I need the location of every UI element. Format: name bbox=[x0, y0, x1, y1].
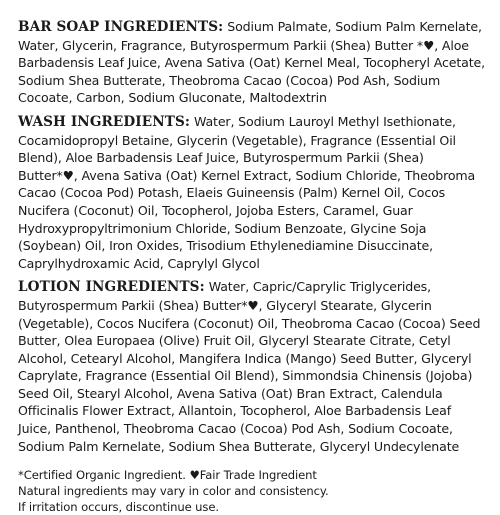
wash-heading: WASH INGREDIENTS: bbox=[18, 113, 190, 130]
bar-soap-ingredients: Sodium Palmate, Sodium Palm Kernelate, Water, Glycerin, Fragrance, Butyrospermum Parkii (Shea) Butter *♥, Aloe Barbadensis Leaf Juice, Avena Sativa (Oat) Kernel Meal, Tocopheryl Acetate, Sodium Shea Butterate, Theobroma Cacao (Cocoa) Pod Ash, Sodium Cocoate, Carbon, Sodium Gluconate, Maltodextrin bbox=[18, 19, 485, 106]
irritation-warning: If irritation occurs, discontinue use. bbox=[18, 500, 219, 515]
lotion-ingredients: Water, Capric/Caprylic Triglycerides, Butyrospermum Parkii (Shea) Butter*♥, Glyceryl Stearate, Glycerin (Vegetable), Cocos Nucifera (Coconut) Oil, Theobroma Cacao (Cocoa) Seed Butter, Olea Europaea (Olive) Fruit Oil, Glyceryl Stearate Citrate, Cetyl Alcohol, Cetearyl Alcohol, Mangifera Indica (Mango) Seed Butter, Glyceryl Caprylate, Fragrance (Essential Oil Blend), Simmondsia Chinensis (Jojoba) Seed Oil, Stearyl Alcohol, Avena Sativa (Oat) Bran Extract, Calendula Officinalis Flower Extract, Allantoin, Tocopherol, Aloe Barbadensis Leaf Juice, Panthenol, Theobroma Cacao (Cocoa) Pod Ash, Sodium Cocoate, Sodium Palm Kernelate, Sodium Shea Butterate, Glyceryl Undecylenate bbox=[18, 279, 481, 454]
wash-ingredients: Water, Sodium Lauroyl Methyl Isethionate, Cocamidopropyl Betaine, Glycerin (Vegetable), Fragrance (Essential Oil Blend), Aloe Barbadensis Leaf Juice, Butyrospermum Parkii (Shea) Butter*♥, Avena Sativa (Oat) Kernel Extract, Sodium Chloride, Theobroma Cacao (Cocoa Pod) Potash, Elaeis Guineensis (Palm) Kernel Oil, Cocos Nucifera (Coconut) Oil, Tocopherol, Jojoba Esters, Caramel, Guar Hydroxypropyltrimonium Chloride, Sodium Benzoate, Glycine Soja (Soybean) Oil, Iron Oxides, Trisodium Ethylenediamine Disuccinate, Caprylhydroxamic Acid, Caprylyl Glycol bbox=[18, 113, 476, 271]
lotion-section bbox=[18, 278, 486, 455]
wash-section bbox=[18, 113, 486, 272]
bar-soap-section bbox=[18, 18, 486, 107]
footnotes bbox=[18, 467, 486, 515]
ingredients-label bbox=[18, 18, 486, 515]
natural-variation-note: Natural ingredients may vary in color and consistency. bbox=[18, 484, 329, 499]
bar-soap-heading: BAR SOAP INGREDIENTS: bbox=[18, 19, 224, 35]
lotion-heading: LOTION INGREDIENTS: bbox=[18, 279, 205, 296]
certified-organic-note: *Certified Organic Ingredient. ♥Fair Trade Ingredient bbox=[18, 468, 317, 483]
